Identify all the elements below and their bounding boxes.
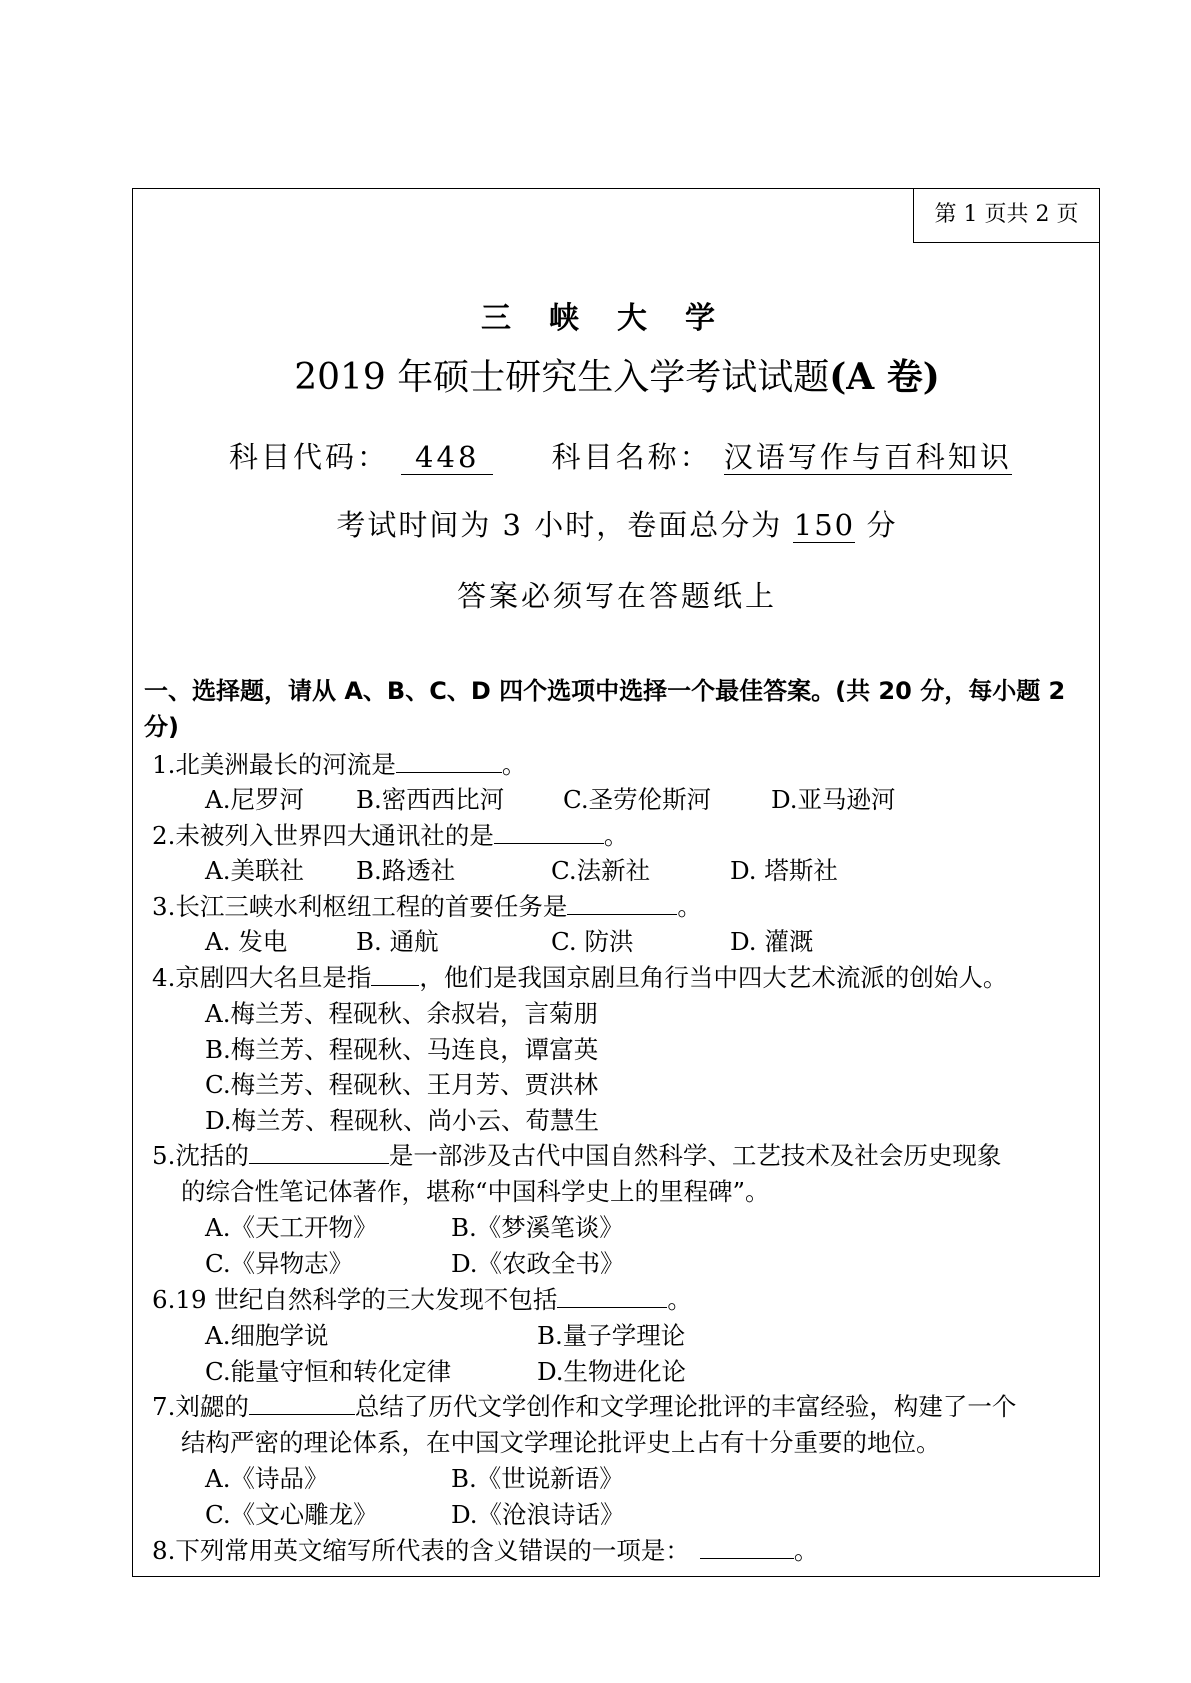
subject-line [229,435,1012,476]
option: A.《天工开物》 [205,1213,378,1242]
question-text: 2.未被列入世界四大通讯社的是 [152,821,494,850]
question-text-end: 。 [667,1285,692,1314]
question-text-end: 。 [501,750,527,779]
exam-time-line [133,503,1101,544]
option: B.密西西比河 [356,785,505,814]
question-4 [152,959,1007,994]
option: A.尼罗河 [205,785,304,814]
option: A.细胞学说 [205,1321,329,1350]
option: D.梅兰芳、程砚秋、尚小云、荀慧生 [205,1106,600,1135]
section-title: 一、选择题，请从 A、B、C、D 四个选项中选择一个最佳答案。(共 20 分，每小题 2 分) [144,677,1066,741]
option: D. 灌溉 [730,927,814,956]
question-text-end: 。 [603,821,629,850]
option: A.梅兰芳、程砚秋、余叔岩，言菊朋 [205,999,598,1028]
question-text: 7.刘勰的 [152,1392,249,1421]
question-text: 1.北美洲最长的河流是 [152,750,396,779]
option: B. 通航 [356,927,439,956]
answer-blank [371,963,419,986]
question-text-end: ，他们是我国京剧旦角行当中四大艺术流派的创始人。 [419,963,1008,992]
question-5 [152,1137,1001,1172]
score-unit: 分 [866,508,898,542]
question-6 [152,1281,692,1316]
exam-title-main: 2019 年硕士研究生入学考试试题 [294,357,830,398]
option: D. 塔斯社 [730,856,838,885]
question-7-line2: 结构严密的理论体系，在中国文学理论批评史上占有十分重要的地位。 [181,1428,941,1457]
question-text: 6.19 世纪自然科学的三大发现不包括 [152,1285,558,1314]
answer-blank [494,821,604,844]
option: C.《文心雕龙》 [205,1500,378,1529]
question-text: 5.沈括的 [152,1141,249,1170]
option: B.《梦溪笔谈》 [451,1213,624,1242]
option: B.路透社 [356,856,456,885]
answer-blank [249,1392,355,1415]
question-2 [152,817,628,852]
subject-name-label: 科目名称： [551,440,712,474]
exam-page-frame [132,188,1100,1577]
option: D.亚马逊河 [771,785,896,814]
question-text: 4.京剧四大名旦是指 [152,963,372,992]
exam-title [133,349,1101,400]
option: A.《诗品》 [205,1464,329,1493]
total-score: 150 [793,508,856,542]
option: C. 防洪 [551,927,634,956]
answer-blank [557,1285,667,1308]
page-number-box: 第 1 页共 2 页 [913,189,1099,243]
option: D.《沧浪诗话》 [451,1500,625,1529]
option: B.量子学理论 [537,1321,686,1350]
question-text: 3.长江三峡水利枢纽工程的首要任务是 [152,892,568,921]
question-text-end: 。 [677,892,702,921]
option: D.《农政全书》 [451,1249,625,1278]
answer-blank [567,892,677,915]
option: C.《异物志》 [205,1249,354,1278]
question-text: 8.下列常用英文缩写所代表的含义错误的一项是： [152,1536,690,1565]
option: D.生物进化论 [537,1357,687,1386]
option: B.《世说新语》 [451,1464,624,1493]
exam-time-text: 考试时间为 3 小时，卷面总分为 [336,508,783,542]
question-8 [152,1532,818,1567]
question-3 [152,888,702,923]
university-name: 三峡大学 [481,301,753,336]
answer-blank [249,1141,389,1164]
question-5-line2: 的综合性笔记体著作，堪称“中国科学史上的里程碑”。 [181,1177,770,1206]
question-text-end: 总结了历代文学创作和文学理论批评的丰富经验，构建了一个 [354,1392,1017,1421]
question-text-end: 。 [793,1536,819,1565]
option: C.梅兰芳、程砚秋、王月芳、贾洪林 [205,1070,599,1099]
subject-code-label: 科目代码： [229,440,390,474]
option: C.能量守恒和转化定律 [205,1357,452,1386]
answer-blank [396,750,502,773]
question-7 [152,1388,1016,1423]
option: C.法新社 [551,856,651,885]
subject-code: 448 [401,442,493,475]
option: C.圣劳伦斯河 [563,785,712,814]
answer-note: 答案必须写在答题纸上 [456,579,777,613]
answer-blank [700,1536,794,1559]
question-1 [152,746,526,781]
option: A.美联社 [205,856,304,885]
subject-name: 汉语写作与百科知识 [723,440,1012,474]
option: A. 发电 [205,927,288,956]
exam-title-suffix: (A 卷) [829,356,940,398]
option: B.梅兰芳、程砚秋、马连良，谭富英 [205,1035,599,1064]
question-text-end: 是一部涉及古代中国自然科学、工艺技术及社会历史现象 [388,1141,1002,1170]
